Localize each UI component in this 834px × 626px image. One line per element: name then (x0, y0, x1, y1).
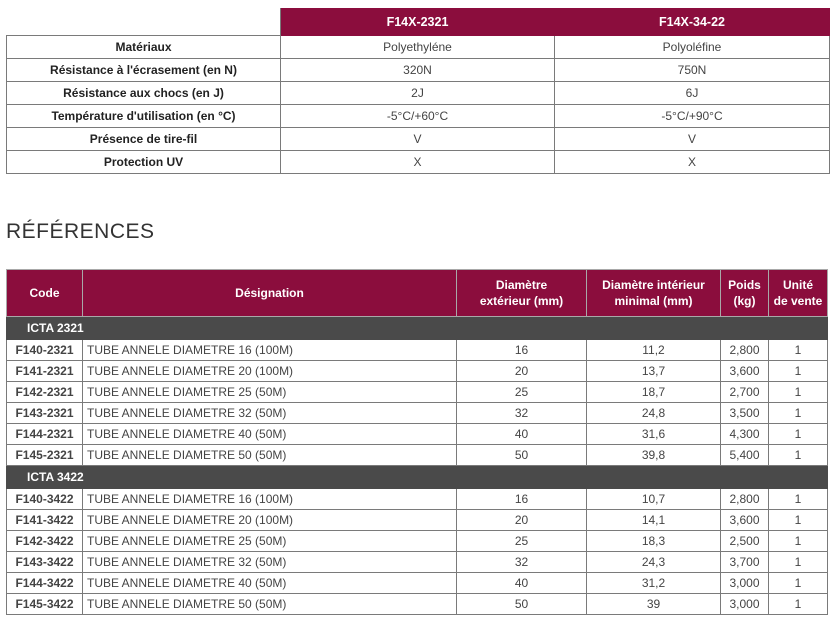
header-code: Code (7, 270, 83, 317)
product-designation: TUBE ANNELE DIAMETRE 40 (50M) (83, 573, 457, 594)
outer-diameter-value: 50 (457, 594, 587, 615)
spec-value: 6J (555, 82, 830, 105)
spec-value: X (555, 151, 830, 174)
header-weight-line2: (kg) (733, 294, 756, 308)
spec-label: Température d'utilisation (en °C) (7, 105, 281, 128)
spec-product-1: F14X-2321 (281, 9, 555, 36)
unit-value: 1 (769, 424, 828, 445)
inner-diameter-value: 18,3 (587, 531, 721, 552)
unit-value: 1 (769, 340, 828, 361)
product-designation: TUBE ANNELE DIAMETRE 32 (50M) (83, 403, 457, 424)
table-row (7, 340, 828, 361)
outer-diameter-value: 20 (457, 510, 587, 531)
product-designation: TUBE ANNELE DIAMETRE 16 (100M) (83, 340, 457, 361)
product-code: F143-2321 (7, 403, 83, 424)
weight-value: 2,800 (721, 489, 769, 510)
inner-diameter-value: 31,6 (587, 424, 721, 445)
spec-header-row (7, 9, 830, 36)
product-designation: TUBE ANNELE DIAMETRE 20 (100M) (83, 510, 457, 531)
header-unit-line1: Unité (783, 278, 813, 292)
references-body (7, 317, 828, 615)
spec-value: 750N (555, 59, 830, 82)
inner-diameter-value: 31,2 (587, 573, 721, 594)
unit-value: 1 (769, 552, 828, 573)
outer-diameter-value: 40 (457, 424, 587, 445)
table-row (7, 403, 828, 424)
product-code: F145-3422 (7, 594, 83, 615)
spec-row (7, 128, 830, 151)
product-code: F143-3422 (7, 552, 83, 573)
weight-value: 3,600 (721, 510, 769, 531)
group-label: ICTA 2321 (7, 317, 828, 340)
spec-row (7, 59, 830, 82)
spec-body (7, 36, 830, 174)
header-weight-line1: Poids (728, 278, 761, 292)
outer-diameter-value: 16 (457, 489, 587, 510)
product-designation: TUBE ANNELE DIAMETRE 50 (50M) (83, 445, 457, 466)
header-unit-line2: de vente (773, 294, 823, 308)
weight-value: 2,800 (721, 340, 769, 361)
unit-value: 1 (769, 531, 828, 552)
spec-value: V (281, 128, 555, 151)
product-designation: TUBE ANNELE DIAMETRE 16 (100M) (83, 489, 457, 510)
references-header-row (7, 270, 828, 317)
product-code: F141-2321 (7, 361, 83, 382)
table-row (7, 531, 828, 552)
weight-value: 3,500 (721, 403, 769, 424)
table-row (7, 382, 828, 403)
outer-diameter-value: 20 (457, 361, 587, 382)
inner-diameter-value: 11,2 (587, 340, 721, 361)
unit-value: 1 (769, 489, 828, 510)
spec-label: Résistance aux chocs (en J) (7, 82, 281, 105)
product-code: F140-2321 (7, 340, 83, 361)
spec-value: 320N (281, 59, 555, 82)
product-code: F142-3422 (7, 531, 83, 552)
product-code: F140-3422 (7, 489, 83, 510)
spec-header-blank (7, 9, 281, 36)
unit-value: 1 (769, 382, 828, 403)
outer-diameter-value: 25 (457, 531, 587, 552)
unit-value: 1 (769, 403, 828, 424)
outer-diameter-value: 32 (457, 552, 587, 573)
spec-value: -5°C/+60°C (281, 105, 555, 128)
header-inner-diameter (587, 270, 721, 317)
header-weight (721, 270, 769, 317)
spec-value: X (281, 151, 555, 174)
product-code: F142-2321 (7, 382, 83, 403)
spec-value: V (555, 128, 830, 151)
table-row (7, 573, 828, 594)
weight-value: 5,400 (721, 445, 769, 466)
unit-value: 1 (769, 361, 828, 382)
group-row (7, 466, 828, 489)
inner-diameter-value: 24,8 (587, 403, 721, 424)
product-code: F144-2321 (7, 424, 83, 445)
group-row (7, 317, 828, 340)
outer-diameter-value: 32 (457, 403, 587, 424)
product-designation: TUBE ANNELE DIAMETRE 32 (50M) (83, 552, 457, 573)
header-inner-diameter-line2: minimal (mm) (614, 294, 693, 308)
product-designation: TUBE ANNELE DIAMETRE 20 (100M) (83, 361, 457, 382)
spec-value: Polyethyléne (281, 36, 555, 59)
weight-value: 3,000 (721, 594, 769, 615)
spec-label: Résistance à l'écrasement (en N) (7, 59, 281, 82)
inner-diameter-value: 39 (587, 594, 721, 615)
header-outer-diameter-line2: extérieur (mm) (479, 294, 564, 308)
table-row (7, 489, 828, 510)
unit-value: 1 (769, 573, 828, 594)
table-row (7, 424, 828, 445)
inner-diameter-value: 13,7 (587, 361, 721, 382)
references-table (6, 269, 828, 615)
spec-row (7, 82, 830, 105)
header-inner-diameter-line1: Diamètre intérieur (602, 278, 705, 292)
weight-value: 2,700 (721, 382, 769, 403)
table-row (7, 361, 828, 382)
spec-row (7, 151, 830, 174)
spec-product-2: F14X-34-22 (555, 9, 830, 36)
outer-diameter-value: 50 (457, 445, 587, 466)
table-row (7, 594, 828, 615)
inner-diameter-value: 39,8 (587, 445, 721, 466)
table-row (7, 445, 828, 466)
spec-value: Polyoléfine (555, 36, 830, 59)
weight-value: 3,700 (721, 552, 769, 573)
product-designation: TUBE ANNELE DIAMETRE 40 (50M) (83, 424, 457, 445)
outer-diameter-value: 16 (457, 340, 587, 361)
spec-value: -5°C/+90°C (555, 105, 830, 128)
spec-table (6, 8, 830, 174)
unit-value: 1 (769, 510, 828, 531)
spec-value: 2J (281, 82, 555, 105)
product-code: F141-3422 (7, 510, 83, 531)
group-label: ICTA 3422 (7, 466, 828, 489)
spec-label: Protection UV (7, 151, 281, 174)
spec-label: Présence de tire-fil (7, 128, 281, 151)
header-outer-diameter-line1: Diamètre (495, 278, 548, 292)
weight-value: 2,500 (721, 531, 769, 552)
weight-value: 3,600 (721, 361, 769, 382)
inner-diameter-value: 14,1 (587, 510, 721, 531)
spec-label: Matériaux (7, 36, 281, 59)
spec-row (7, 36, 830, 59)
table-row (7, 552, 828, 573)
product-designation: TUBE ANNELE DIAMETRE 25 (50M) (83, 382, 457, 403)
outer-diameter-value: 40 (457, 573, 587, 594)
unit-value: 1 (769, 594, 828, 615)
header-outer-diameter (457, 270, 587, 317)
section-title: RÉFÉRENCES (6, 220, 155, 243)
header-unit (769, 270, 828, 317)
inner-diameter-value: 10,7 (587, 489, 721, 510)
unit-value: 1 (769, 445, 828, 466)
product-designation: TUBE ANNELE DIAMETRE 25 (50M) (83, 531, 457, 552)
inner-diameter-value: 24,3 (587, 552, 721, 573)
product-code: F144-3422 (7, 573, 83, 594)
product-code: F145-2321 (7, 445, 83, 466)
spec-row (7, 105, 830, 128)
weight-value: 3,000 (721, 573, 769, 594)
weight-value: 4,300 (721, 424, 769, 445)
outer-diameter-value: 25 (457, 382, 587, 403)
header-designation: Désignation (83, 270, 457, 317)
table-row (7, 510, 828, 531)
product-designation: TUBE ANNELE DIAMETRE 50 (50M) (83, 594, 457, 615)
inner-diameter-value: 18,7 (587, 382, 721, 403)
